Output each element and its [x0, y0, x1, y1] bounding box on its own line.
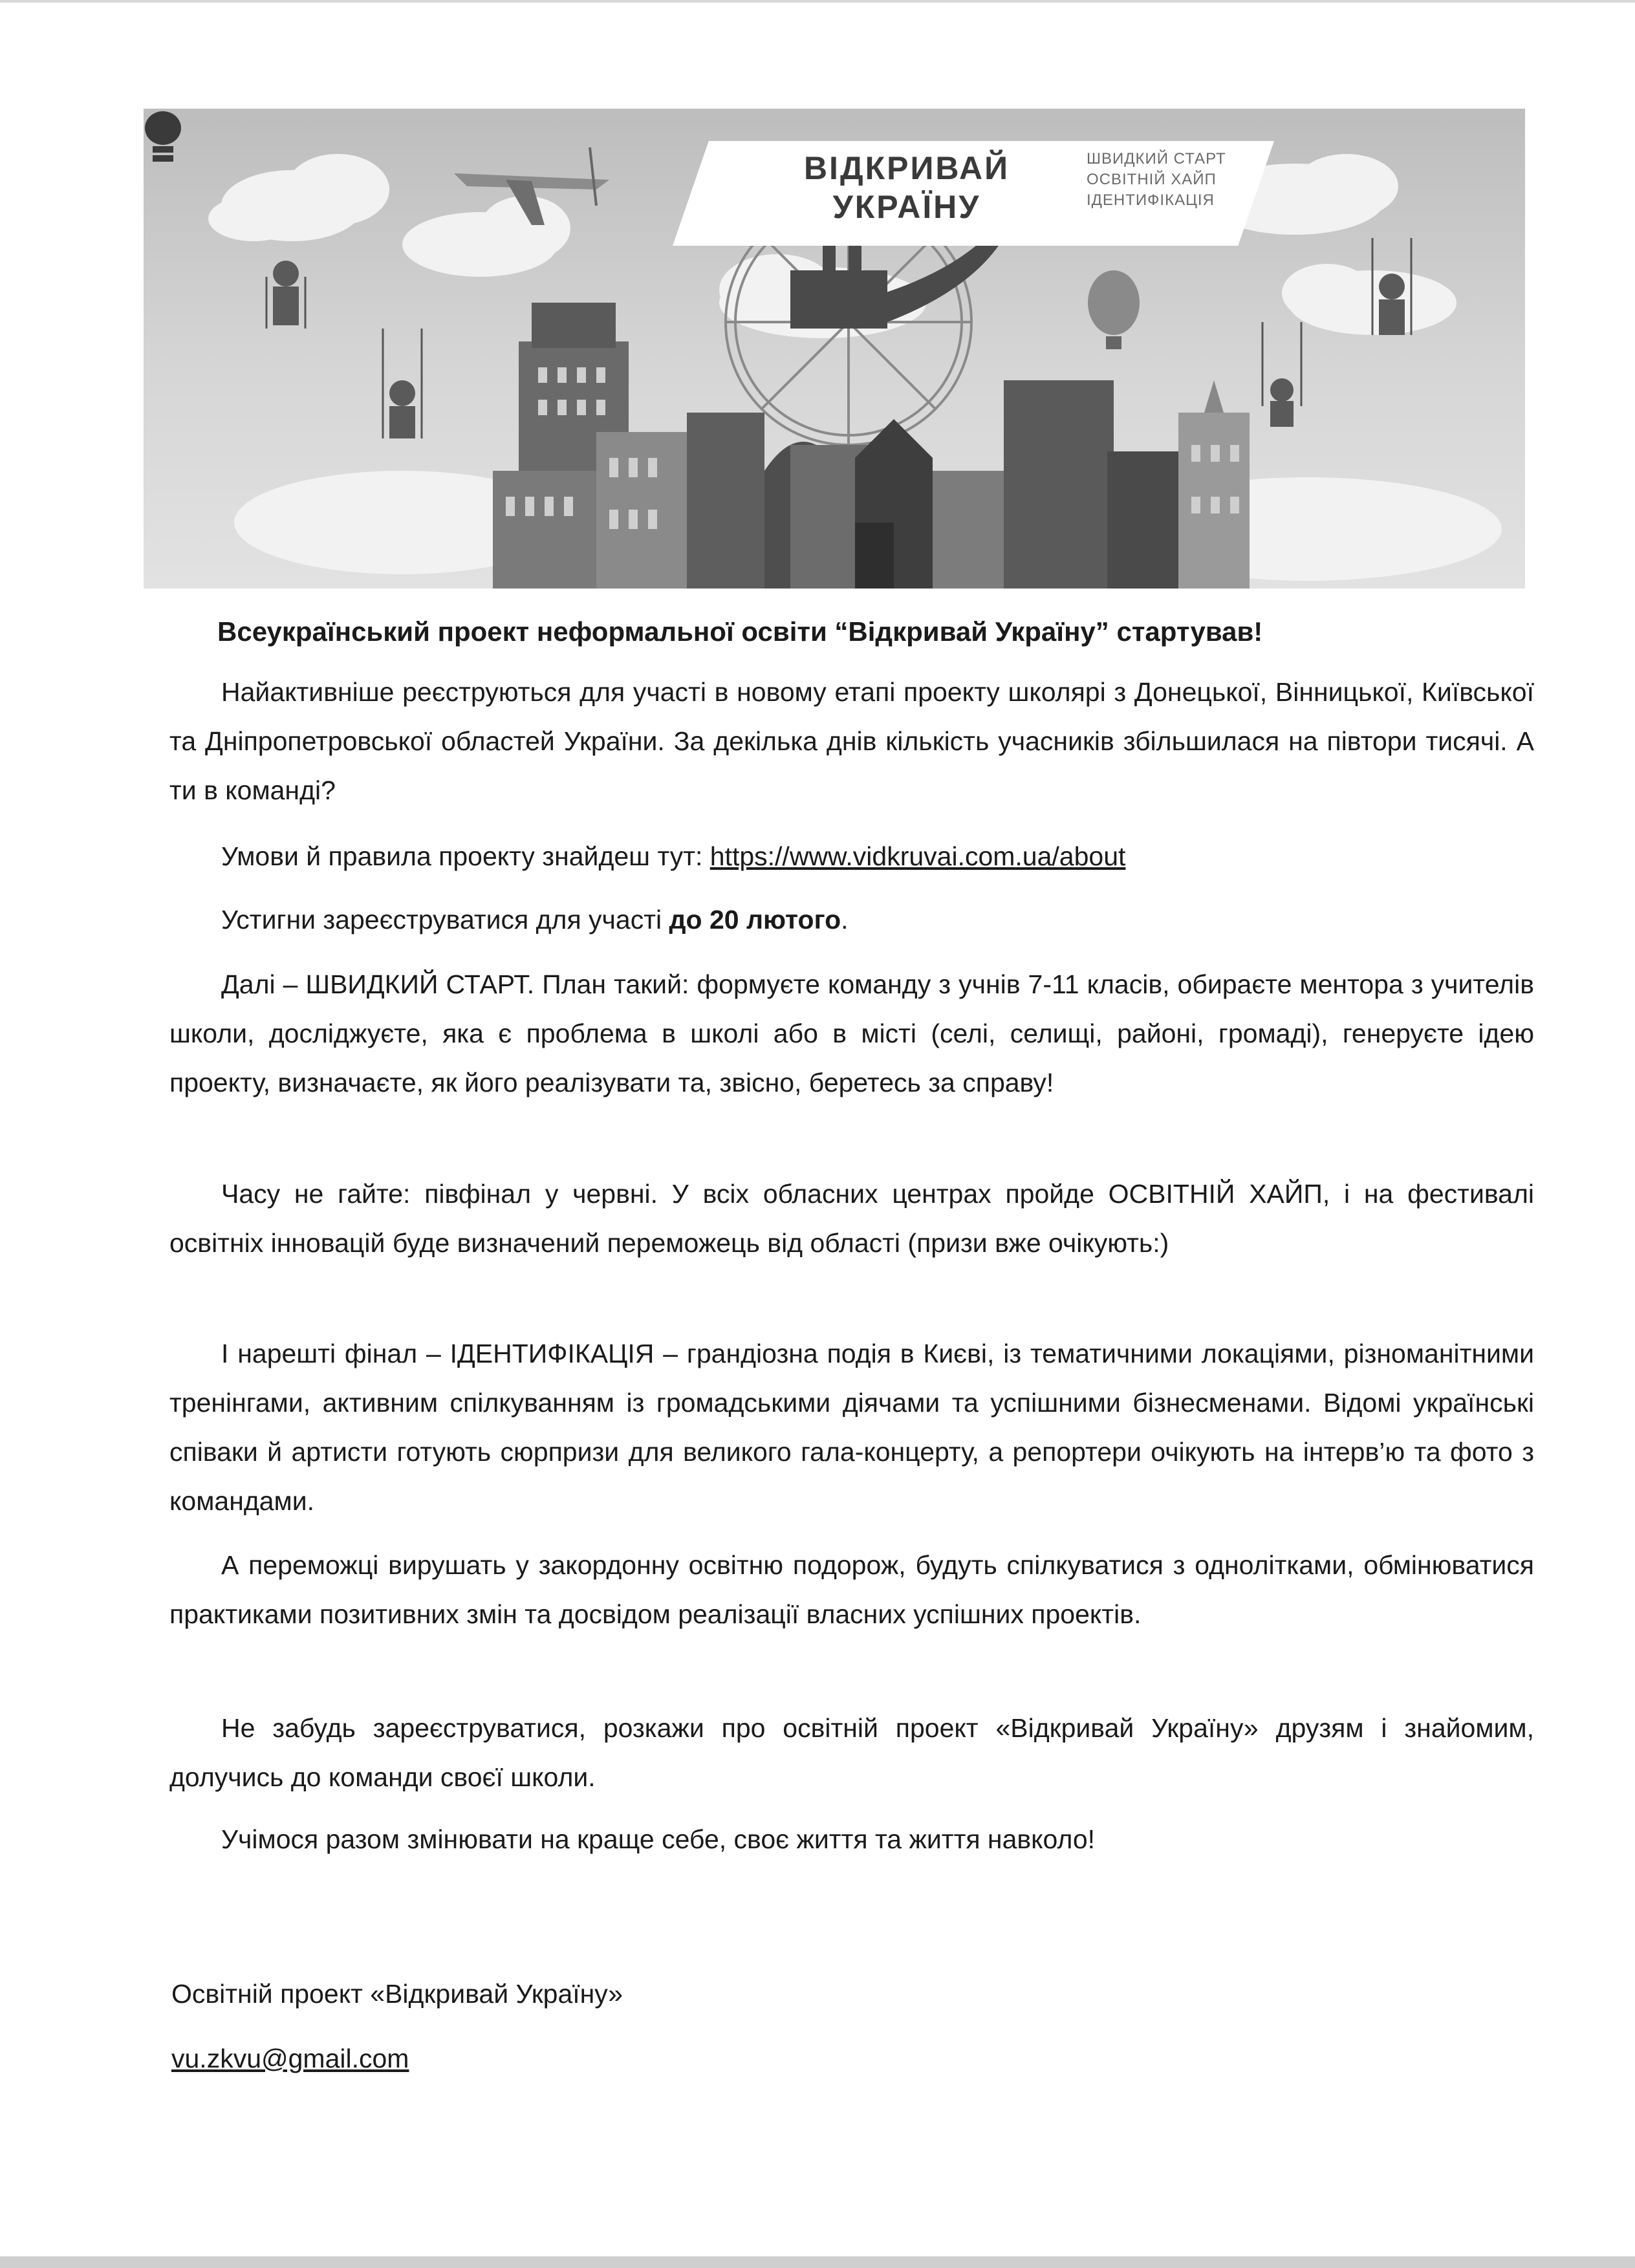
paragraph-semifinal: Часу не гайте: півфінал у червні. У всіх обласних центрах пройде ОСВІТНІЙ ХАЙП, і на фестивалі освітніх інновацій буде визначений переможець від області (призи вже очікують:): [169, 1179, 1534, 1258]
paragraph-closing: Учімося разом змінювати на краще себе, своє життя та життя навколо!: [221, 1824, 1096, 1854]
rules-text: Умови й правила проекту знайдеш тут:: [221, 841, 710, 871]
deadline-text: Устигни зареєструватися для участі: [221, 905, 669, 934]
deadline-end: .: [841, 905, 849, 934]
logo-sub-line2: ОСВІТНІЙ ХАЙП: [1087, 171, 1217, 188]
deadline-date: до 20 лютого: [669, 905, 841, 934]
scan-edge-top: [0, 0, 1635, 3]
logo-title-line2: УКРАЇНУ: [832, 189, 981, 225]
logo-sub-line3: ІДЕНТИФІКАЦІЯ: [1087, 191, 1215, 209]
logo-subtitle: [1087, 149, 1261, 211]
logo-title: [797, 149, 1017, 226]
paragraph-registration: Найактивніше реєструються для участі в новому етапі проекту школярі з Донецької, Вінницької, Київської та Дніпропетровської областей України. За декілька днів кількість учасників збільшилася на півтори тисячі. А ти в команді?: [169, 677, 1534, 805]
lightbulb-icon: [144, 109, 182, 173]
document-title: Всеукраїнський проект неформальної освіти “Відкривай Україну” стартував!: [217, 616, 1263, 647]
paragraph-winners: А переможці вирушать у закордонну освітню подорож, будуть спілкуватися з однолітками, обмінюватися практиками позитивних змін та досвідом реалізації власних успішних проектів.: [169, 1550, 1534, 1629]
paragraph-register-reminder: Не забудь зареєструватися, розкажи про освітній проект «Відкривай Україну» друзям і знайомим, долучись до команди своєї школи.: [169, 1713, 1534, 1792]
logo-title-line1: ВІДКРИВАЙ: [803, 150, 1010, 186]
email-link[interactable]: vu.zkvu@gmail.com: [171, 2044, 409, 2073]
header-banner: [144, 109, 1525, 589]
paragraph-final: І нарешті фінал – ІДЕНТИФІКАЦІЯ – грандіозна подія в Києві, із тематичними локаціями, різноманітними тренінгами, активним спілкуванням із громадськими діячами та успішними бізнесменами. Відомі українські співаки й артисти готують сюрпризи для великого гала-концерту, а репортери очікують на інтерв’ю та фото з командами.: [169, 1339, 1534, 1516]
hot-air-balloon: [1088, 270, 1140, 349]
paragraph-deadline: [169, 895, 1534, 944]
scan-edge-bottom: [0, 2256, 1635, 2268]
rules-link[interactable]: https://www.vidkruvai.com.ua/about: [709, 841, 1126, 871]
paragraph-quick-start: Далі – ШВИДКИЙ СТАРТ. План такий: формуєте команду з учнів 7-11 класів, обираєте ментора з учителів школи, досліджуєте, яка є проблема в школі або в місті (селі, селищі, районі, громаді), генеруєте ідею проекту, визначаєте, як його реалізувати та, звісно, беретесь за справу!: [169, 969, 1534, 1097]
paragraph-rules: [169, 832, 1534, 881]
logo-sub-line1: ШВИДКИЙ СТАРТ: [1087, 150, 1226, 167]
signature: Освітній проект «Відкривай Україну»: [171, 1979, 623, 2009]
